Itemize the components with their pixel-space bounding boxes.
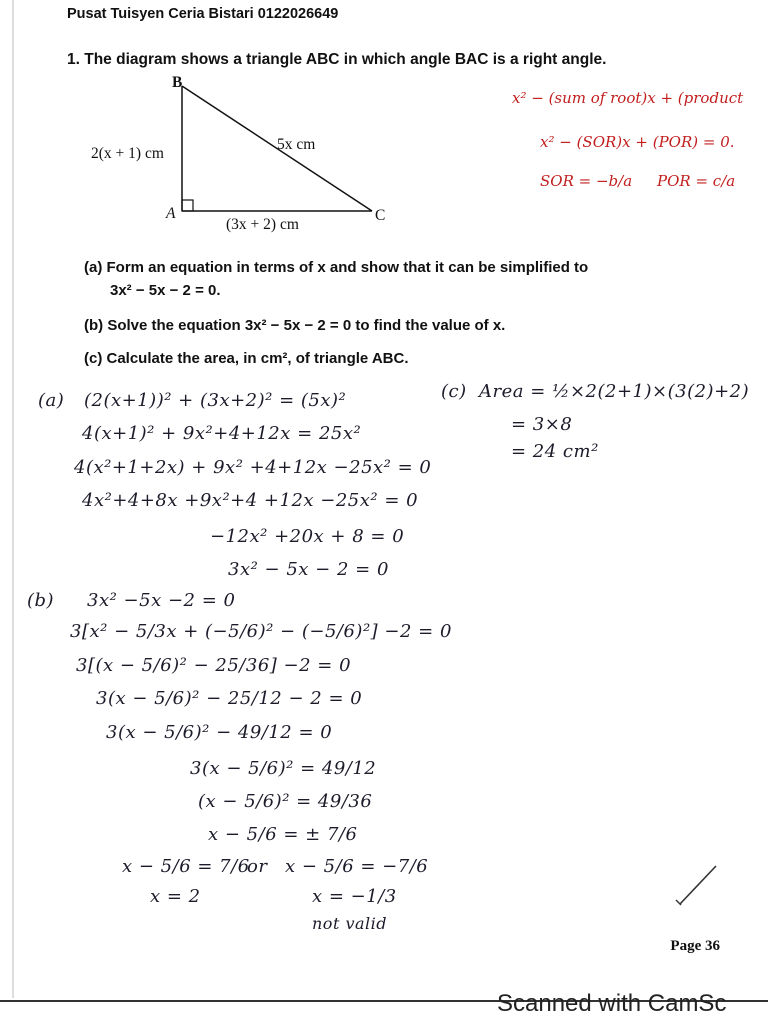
part-c-text: (c) Calculate the area, in cm², of triangle ABC. xyxy=(84,350,409,367)
work-b-line: 3x² −5x −2 = 0 xyxy=(87,590,236,611)
part-a-text: (a) Form an equation in terms of x and show that it can be simplified to xyxy=(84,259,589,276)
page-number: Page 36 xyxy=(670,938,720,954)
work-b-root2: x = −1/3 xyxy=(312,886,397,907)
side-ab-label: 2(x + 1) cm xyxy=(91,145,164,162)
work-b-not-valid: not valid xyxy=(312,914,388,933)
part-a-equation: 3x² − 5x − 2 = 0. xyxy=(110,282,221,299)
work-b-line: 3(x − 5/6)² − 49/12 = 0 xyxy=(106,722,333,743)
tick-mark xyxy=(672,860,722,910)
note-por: POR = c/a xyxy=(657,172,736,190)
work-b-root2-equation: x − 5/6 = −7/6 xyxy=(285,856,429,877)
work-b-root1: x = 2 xyxy=(150,886,201,907)
work-c-line: Area = ½×2(2+1)×(3(2)+2) xyxy=(479,381,750,402)
header-title: Pusat Tuisyen Ceria Bistari 0122026649 xyxy=(67,6,339,22)
note-line-1: x² − (sum of root)x + (product xyxy=(512,89,744,107)
part-b-text: (b) Solve the equation 3x² − 5x − 2 = 0 to find the value of x. xyxy=(84,317,506,334)
scanner-watermark: Scanned with CamSc xyxy=(497,990,727,1017)
vertex-c-label: C xyxy=(375,207,386,224)
work-b-line: 3[(x − 5/6)² − 25/36] −2 = 0 xyxy=(76,655,352,676)
work-b-root1-equation: x − 5/6 = 7/6 xyxy=(122,856,250,877)
work-b-line: 3(x − 5/6)² = 49/12 xyxy=(190,758,377,779)
note-sor: SOR = −b/a xyxy=(540,172,633,190)
work-b-line: 3[x² − 5/3x + (−5/6)² − (−5/6)²] −2 = 0 xyxy=(70,621,452,642)
work-b-or: or xyxy=(247,856,268,877)
question-text: 1. The diagram shows a triangle ABC in which angle BAC is a right angle. xyxy=(67,51,607,68)
work-a-line: −12x² +20x + 8 = 0 xyxy=(210,526,405,547)
vertex-b-label: B xyxy=(172,74,183,91)
left-margin-line xyxy=(12,0,14,998)
work-c-line: = 24 cm² xyxy=(511,441,599,462)
work-a-line: 3x² − 5x − 2 = 0 xyxy=(228,559,389,580)
work-a-line: 4(x²+1+2x) + 9x² +4+12x −25x² = 0 xyxy=(74,457,432,478)
work-b-label: (b) xyxy=(27,590,55,611)
work-a-line: 4x²+4+8x +9x²+4 +12x −25x² = 0 xyxy=(82,490,419,511)
work-c-line: = 3×8 xyxy=(511,414,573,435)
work-b-line: x − 5/6 = ± 7/6 xyxy=(208,824,358,845)
side-bc-label: 5x cm xyxy=(277,136,316,153)
work-a-label: (a) xyxy=(38,390,65,411)
work-b-line: 3(x − 5/6)² − 25/12 − 2 = 0 xyxy=(96,688,363,709)
right-angle-marker xyxy=(182,200,193,211)
work-c-label: (c) xyxy=(441,381,467,402)
side-ac-label: (3x + 2) cm xyxy=(226,216,299,233)
work-a-line: (2(x+1))² + (3x+2)² = (5x)² xyxy=(84,390,347,411)
vertex-a-label: A xyxy=(166,205,176,222)
work-b-line: (x − 5/6)² = 49/36 xyxy=(198,791,373,812)
note-line-2: x² − (SOR)x + (POR) = 0. xyxy=(540,133,735,151)
work-a-line: 4(x+1)² + 9x²+4+12x = 25x² xyxy=(82,423,362,444)
